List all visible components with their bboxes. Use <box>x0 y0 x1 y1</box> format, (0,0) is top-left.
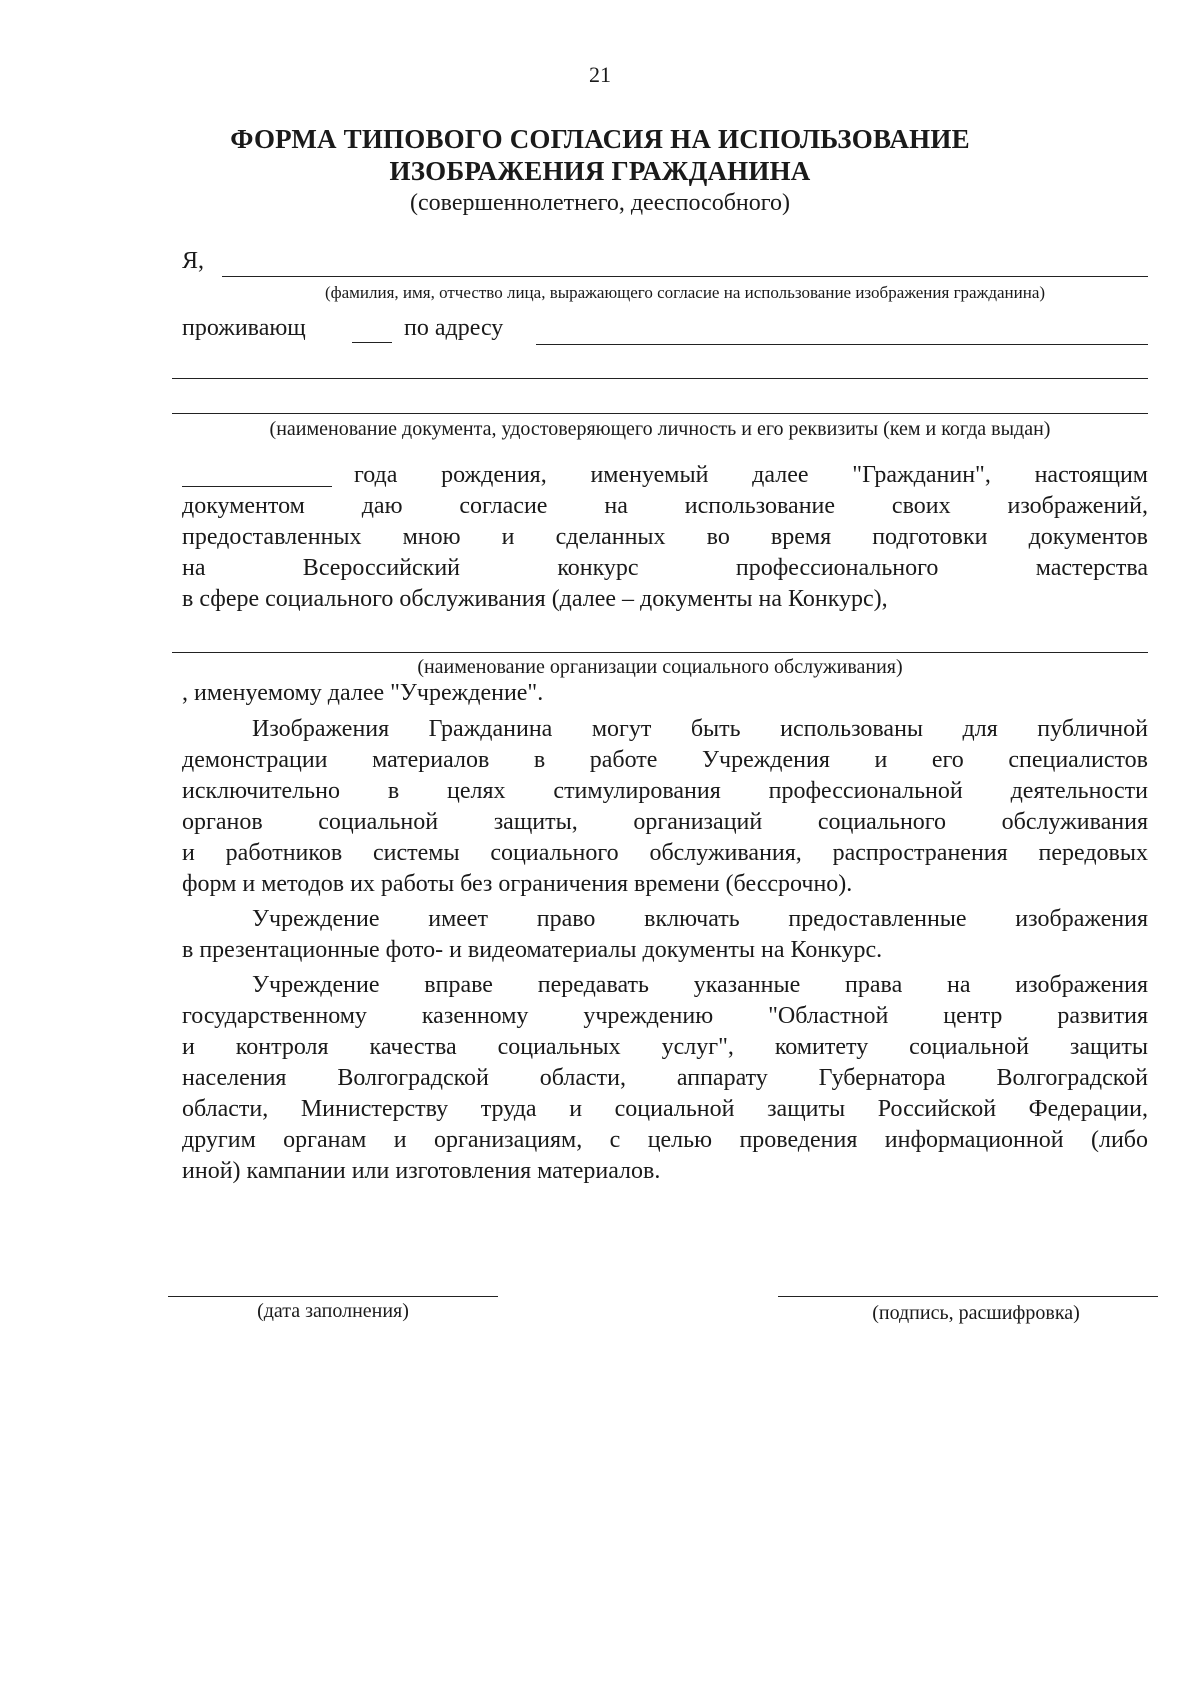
identity-document-field-line[interactable] <box>172 413 1148 414</box>
body-line: иной) кампании или изготовления материалов. <box>182 1158 661 1184</box>
body-line: демонстрации материалов в работе Учреждения и его специалистов <box>182 747 1148 773</box>
ya-label: Я, <box>182 248 205 274</box>
body-line: и контроля качества социальных услуг", комитету социальной защиты <box>182 1034 1148 1060</box>
institution-designation: , именуемому далее "Учреждение". <box>182 680 544 706</box>
form-title-line-1: ФОРМА ТИПОВОГО СОГЛАСИЯ НА ИСПОЛЬЗОВАНИЕ <box>230 124 970 154</box>
consent-line: на Всероссийский конкурс профессионального мастерства <box>182 555 1148 581</box>
consent-line: предоставленных мною и сделанных во время подготовки документов <box>182 524 1148 550</box>
body-line: органов социальной защиты, организаций социального обслуживания <box>182 809 1148 835</box>
body-line: населения Волгоградской области, аппарату Губернатора Волгоградской <box>182 1065 1148 1091</box>
consent-paragraph <box>182 460 1148 615</box>
consent-line: в сфере социального обслуживания (далее – документы на Конкурс), <box>182 586 888 612</box>
body-paragraph-usage <box>182 714 1148 900</box>
page-number: 21 <box>589 62 611 87</box>
body-line: другим органам и организациям, с целью проведения информационной (либо <box>182 1127 1148 1153</box>
address-label: по адресу <box>404 315 504 341</box>
body-line: в презентационные фото- и видеоматериалы документы на Конкурс. <box>182 937 883 963</box>
body-line: области, Министерству труда и социальной защиты Российской Федерации, <box>182 1096 1148 1122</box>
body-paragraph-transfer <box>182 970 1148 1187</box>
body-line: государственному казенному учреждению "Областной центр развития <box>182 1003 1148 1029</box>
body-line: Изображения Гражданина могут быть использованы для публичной <box>252 716 1148 742</box>
full-name-caption: (фамилия, имя, отчество лица, выражающего согласие на использование изображения гражданина) <box>324 283 1046 302</box>
body-line: форм и методов их работы без ограничения времени (бессрочно). <box>182 871 853 897</box>
date-caption: (дата заполнения) <box>257 1300 409 1322</box>
date-field-line[interactable] <box>168 1296 498 1297</box>
body-line: исключительно в целях стимулирования профессиональной деятельности <box>182 778 1148 804</box>
gender-ending-field-line[interactable] <box>352 342 392 343</box>
identity-document-caption: (наименование документа, удостоверяющего личность и его реквизиты (кем и когда выдан) <box>269 418 1051 440</box>
body-line: Учреждение имеет право включать предоставленные изображения <box>252 906 1148 932</box>
residing-label: проживающ <box>182 315 306 341</box>
consent-line: года рождения, именуемый далее "Гражданин", настоящим <box>354 462 1148 488</box>
form-subtitle: (совершеннолетнего, дееспособного) <box>409 190 790 216</box>
signature-caption: (подпись, расшифровка) <box>872 1302 1080 1324</box>
body-line: Учреждение вправе передавать указанные права на изображения <box>252 972 1148 998</box>
form-title-line-2: ИЗОБРАЖЕНИЯ ГРАЖДАНИНА <box>389 156 811 186</box>
organization-field-line[interactable] <box>172 652 1148 653</box>
address-field-line[interactable] <box>536 344 1148 345</box>
signature-field-line[interactable] <box>778 1296 1158 1297</box>
consent-line: документом даю согласие на использование своих изображений, <box>182 493 1148 519</box>
body-paragraph-rights <box>182 904 1148 966</box>
body-line: и работников системы социального обслуживания, распространения передовых <box>182 840 1148 866</box>
address-field-line-2[interactable] <box>172 378 1148 379</box>
full-name-field-line[interactable] <box>222 276 1148 277</box>
organization-caption: (наименование организации социального обслуживания) <box>417 656 903 678</box>
